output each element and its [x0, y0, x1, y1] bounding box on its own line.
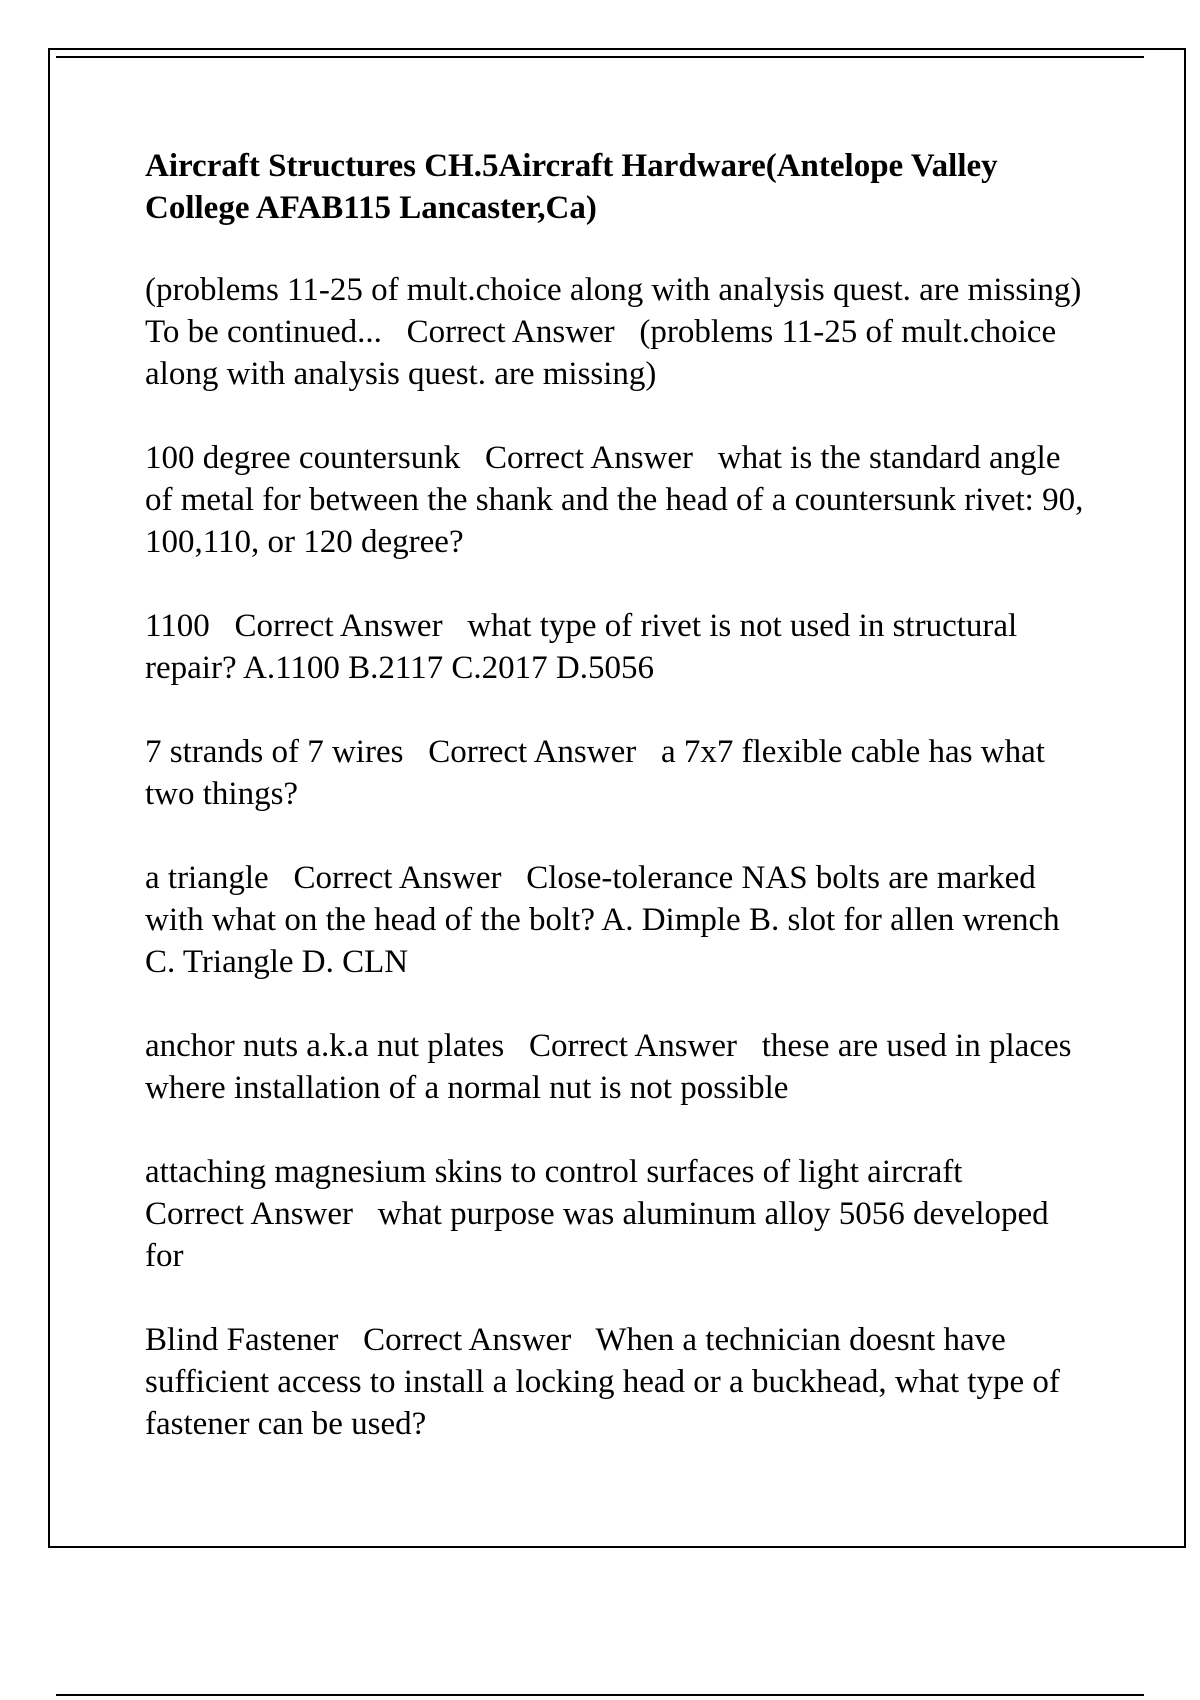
qa-answer: attaching magnesium skins to control surfaces of light aircraft: [145, 1154, 963, 1190]
qa-answer: 1100: [145, 608, 210, 644]
qa-item: [145, 1151, 1085, 1277]
qa-separator: Correct Answer: [145, 1196, 354, 1232]
qa-answer: a triangle: [145, 860, 269, 896]
qa-question: When a technician doesnt have sufficient access to install a locking head or a buckhead, what type of fastener can be used?: [145, 1322, 1069, 1442]
qa-item: [145, 731, 1085, 815]
qa-item: [145, 437, 1092, 563]
qa-separator: Correct Answer: [528, 1028, 738, 1064]
qa-answer: anchor nuts a.k.a nut plates: [145, 1028, 505, 1064]
qa-answer: 7 strands of 7 wires: [145, 734, 404, 770]
document-title: Aircraft Structures CH.5Aircraft Hardware(Antelope Valley College AFAB115 Lancaster,Ca): [145, 148, 998, 226]
document-body: [145, 145, 1092, 1487]
qa-question: what is the standard angle of metal for between the shank and the head of a countersunk rivet: 90, 100,110, or 120 degree?: [145, 440, 1092, 560]
qa-separator: Correct Answer: [484, 440, 694, 476]
qa-separator: Correct Answer: [363, 1322, 572, 1358]
qa-separator: Correct Answer: [293, 860, 502, 896]
qa-separator: Correct Answer: [428, 734, 637, 770]
qa-answer: Blind Fastener: [145, 1322, 339, 1358]
qa-question: what type of rivet is not used in structural repair? A.1100 B.2117 C.2017 D.5056: [145, 608, 1026, 686]
qa-item: [145, 857, 1085, 983]
qa-item: [145, 605, 1085, 689]
qa-answer: (problems 11-25 of mult.choice along with analysis quest. are missing) To be continued...: [145, 272, 1089, 350]
header-rule: [56, 56, 1144, 58]
qa-question: a 7x7 flexible cable has what two things?: [145, 734, 1054, 812]
qa-item: [145, 269, 1089, 395]
qa-question: these are used in places where installation of a normal nut is not possible: [145, 1028, 1080, 1106]
qa-question: Close-tolerance NAS bolts are marked with what on the head of the bolt? A. Dimple B. slot for allen wrench C. Triangle D. CLN: [145, 860, 1068, 980]
qa-separator: Correct Answer: [234, 608, 443, 644]
qa-answer: 100 degree countersunk: [145, 440, 461, 476]
qa-item: [145, 1025, 1085, 1109]
footer-rule: [56, 1694, 1144, 1696]
qa-item: [145, 1319, 1085, 1445]
qa-separator: Correct Answer: [406, 314, 615, 350]
qa-question: what purpose was aluminum alloy 5056 developed for: [145, 1196, 1057, 1274]
qa-question: (problems 11-25 of mult.choice along with analysis quest. are missing): [145, 314, 1065, 392]
